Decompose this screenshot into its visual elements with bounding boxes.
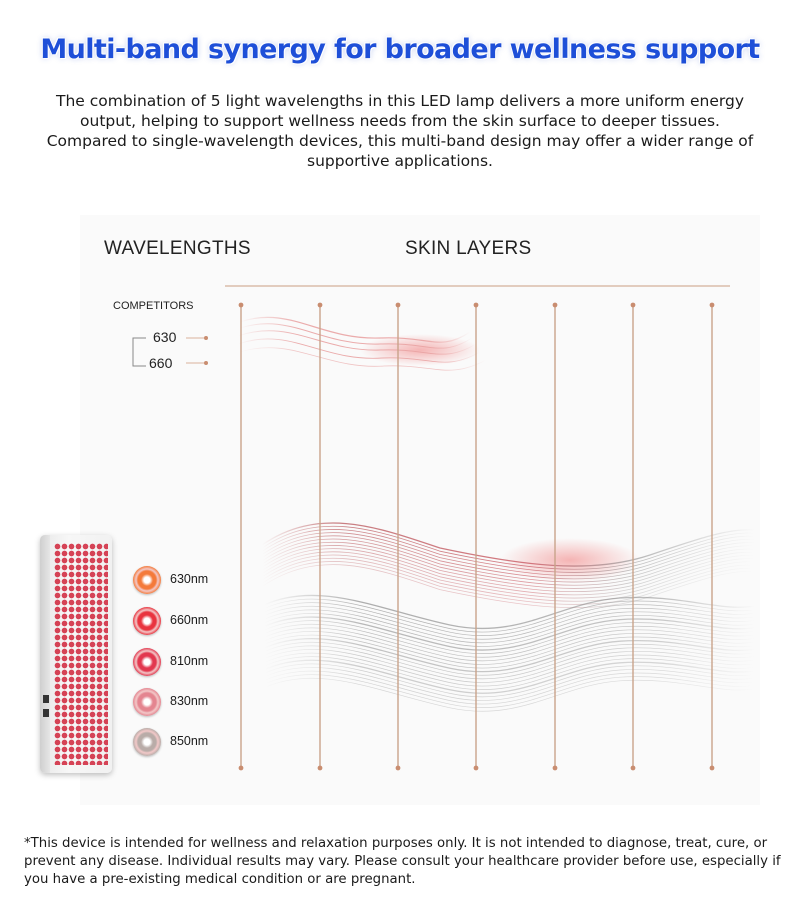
skin-layer-node <box>710 766 715 771</box>
skin-layer-node <box>318 303 323 308</box>
wavelength-band-label: 830nm <box>170 694 209 708</box>
led-660-icon <box>133 607 161 635</box>
competitor-value-660: 660 <box>149 355 173 371</box>
wavelength-band-label: 660nm <box>170 613 209 627</box>
skin-layer-node <box>631 766 636 771</box>
skin-layers-header: SKIN LAYERS <box>405 238 532 259</box>
skin-layer-node <box>318 766 323 771</box>
led-810-icon <box>133 648 161 676</box>
skin-layer-node <box>396 303 401 308</box>
wavelength-band-label: 850nm <box>170 734 209 748</box>
skin-layer-node <box>239 303 244 308</box>
intro-paragraph: The combination of 5 light wavelengths in this LED lamp delivers a more uniform energy output, helping to support wellness needs from the skin surface to deeper tissues. Compared to single-wavelength devices, this multi-band design may offer a wider range of supportive applications. <box>46 92 754 170</box>
skin-layer-lines <box>239 303 715 771</box>
competitors-label: COMPETITORS <box>113 300 194 312</box>
competitor-bracket <box>133 338 146 366</box>
skin-layer-node <box>239 766 244 771</box>
deep-wave-line <box>264 671 755 704</box>
competitor-value-630: 630 <box>153 329 177 345</box>
competitor-tick-660 <box>204 361 208 365</box>
led-830-icon <box>133 688 161 716</box>
multiband-wave-bundle <box>262 523 755 711</box>
wavelengths-header: WAVELENGTHS <box>104 238 251 259</box>
led-630-icon <box>133 566 161 594</box>
wavelength-band-label: 630nm <box>170 572 209 586</box>
skin-layer-node <box>631 303 636 308</box>
deep-wave-line <box>264 667 755 700</box>
competitor-wave-bundle <box>238 317 486 370</box>
led-850-icon <box>133 728 161 756</box>
deep-wave-line <box>264 678 755 711</box>
competitor-tick-630 <box>204 336 208 340</box>
skin-layer-node <box>553 766 558 771</box>
skin-layer-node <box>396 766 401 771</box>
skin-layer-node <box>474 303 479 308</box>
page-title: Multi-band synergy for broader wellness support <box>40 34 760 65</box>
skin-layer-node <box>553 303 558 308</box>
skin-layer-node <box>710 303 715 308</box>
disclaimer-text: *This device is intended for wellness and relaxation purposes only. It is not intended to diagnose, treat, cure, or prevent any disease. Individual results may vary. Please consult your healthcare provider before use, especially if you have a pre-existing medical condition or are pregnant. <box>24 836 781 887</box>
wavelength-band-label: 810nm <box>170 654 209 668</box>
skin-layer-node <box>474 766 479 771</box>
led-panel-lamp-icon <box>40 535 112 773</box>
